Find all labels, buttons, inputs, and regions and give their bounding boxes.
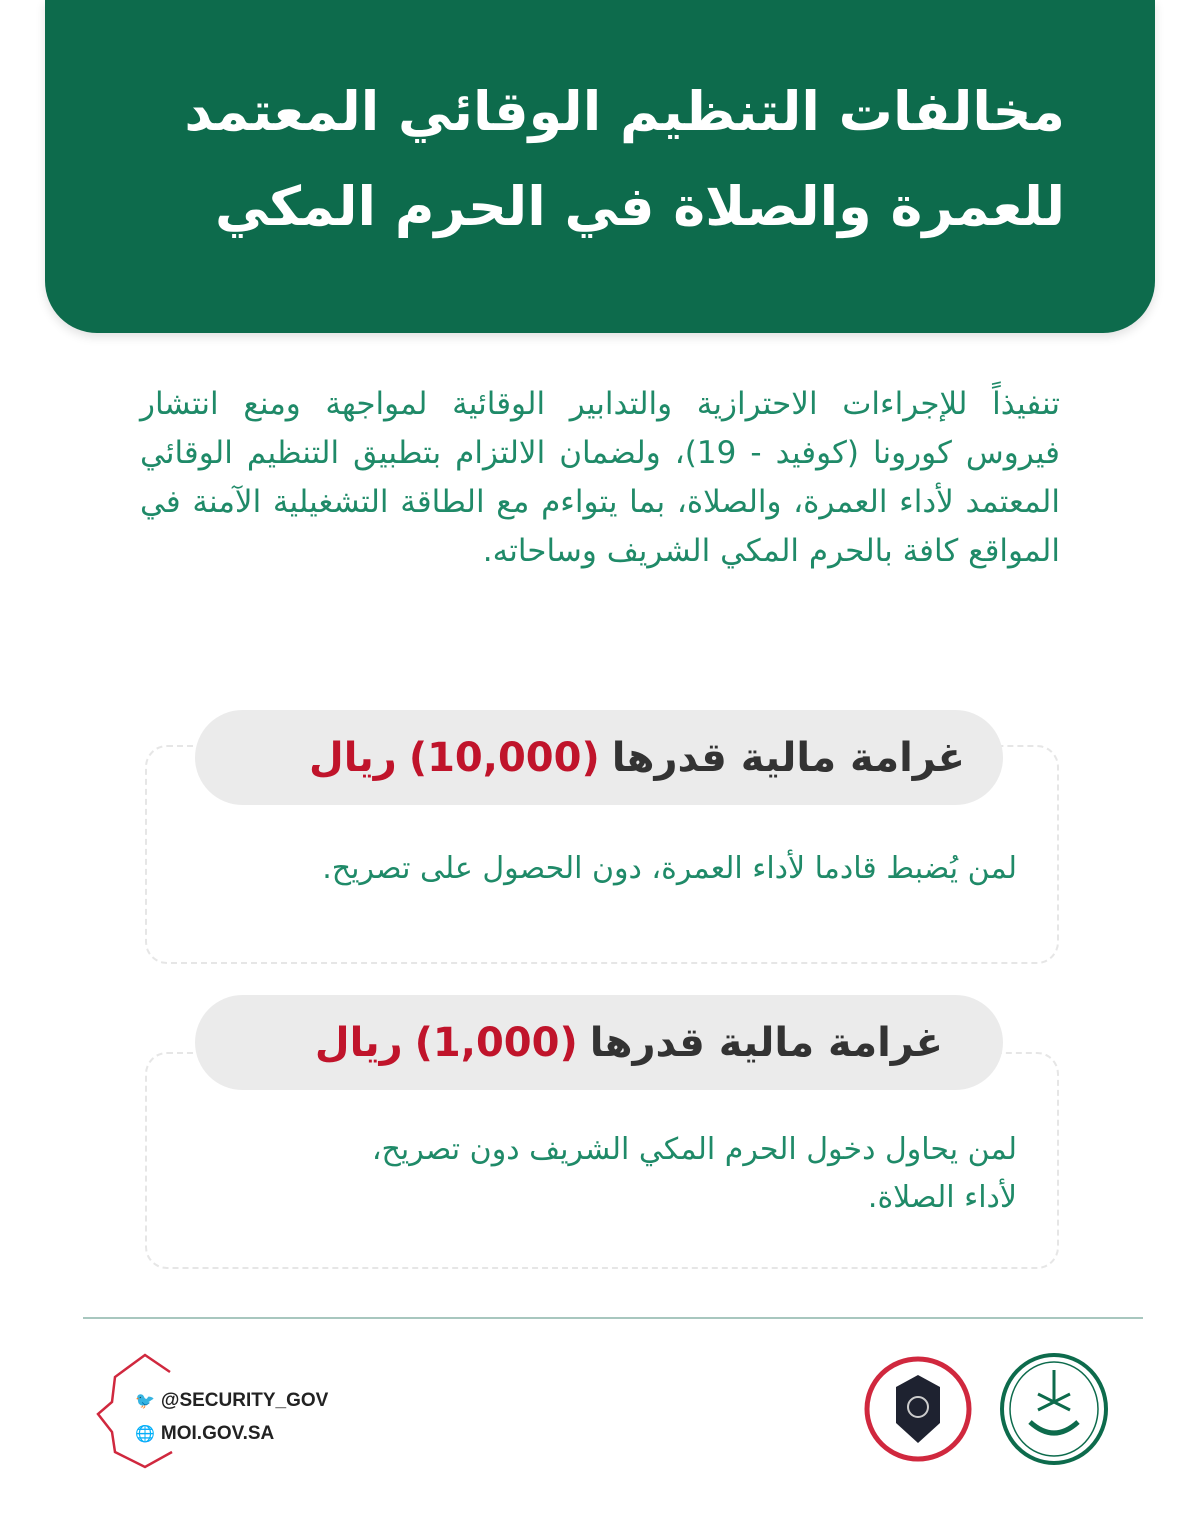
fine-2-description-line-1: لمن يحاول دخول الحرم المكي الشريف دون تصريح،	[371, 1132, 1017, 1167]
twitter-icon: 🐦	[135, 1393, 155, 1410]
public-security-logo	[862, 1355, 974, 1463]
website-link[interactable]: 🌐 MOI.GOV.SA	[135, 1423, 275, 1444]
intro-paragraph: تنفيذاً للإجراءات الاحترازية والتدابير الوقائية لمواجهة ومنع انتشار فيروس كورونا (كوفيد - 19)، ولضمان الالتزام بتطبيق التنظيم الوقائي المعتمد لأداء العمرة، والصلاة، بما يتواءم مع الطاقة التشغيلية الآمنة في المواقع كافة بالحرم المكي الشريف وساحاته.	[140, 386, 1061, 569]
moi-emblem-logo	[998, 1352, 1110, 1466]
fine-1-amount: (10,000)	[408, 734, 600, 781]
fine-1-prefix: غرامة مالية قدرها	[611, 734, 965, 781]
fine-2-description	[372, 1126, 1017, 1222]
fine-2-description-line-2: لأداء الصلاة.	[867, 1180, 1017, 1215]
twitter-handle[interactable]: 🐦 @SECURITY_GOV	[135, 1390, 329, 1411]
fine-1-description: لمن يُضبط قادما لأداء العمرة، دون الحصول على تصريح.	[322, 851, 1017, 886]
fine-2-currency: ريال	[314, 1019, 403, 1066]
fine-1-currency: ريال	[309, 734, 397, 781]
globe-icon: 🌐	[135, 1426, 155, 1443]
fine-2-amount: (1,000)	[414, 1019, 578, 1066]
hexagon-bracket-decoration	[90, 1352, 180, 1472]
header-banner	[45, 0, 1155, 333]
fine-1-heading	[195, 710, 1003, 805]
footer-divider	[83, 1317, 1143, 1319]
title-line-2: للعمرة والصلاة في الحرم المكي	[215, 175, 1065, 238]
fine-2-prefix: غرامة مالية قدرها	[589, 1019, 943, 1066]
fine-2-heading	[195, 995, 1003, 1090]
title-line-1: مخالفات التنظيم الوقائي المعتمد	[184, 80, 1065, 143]
